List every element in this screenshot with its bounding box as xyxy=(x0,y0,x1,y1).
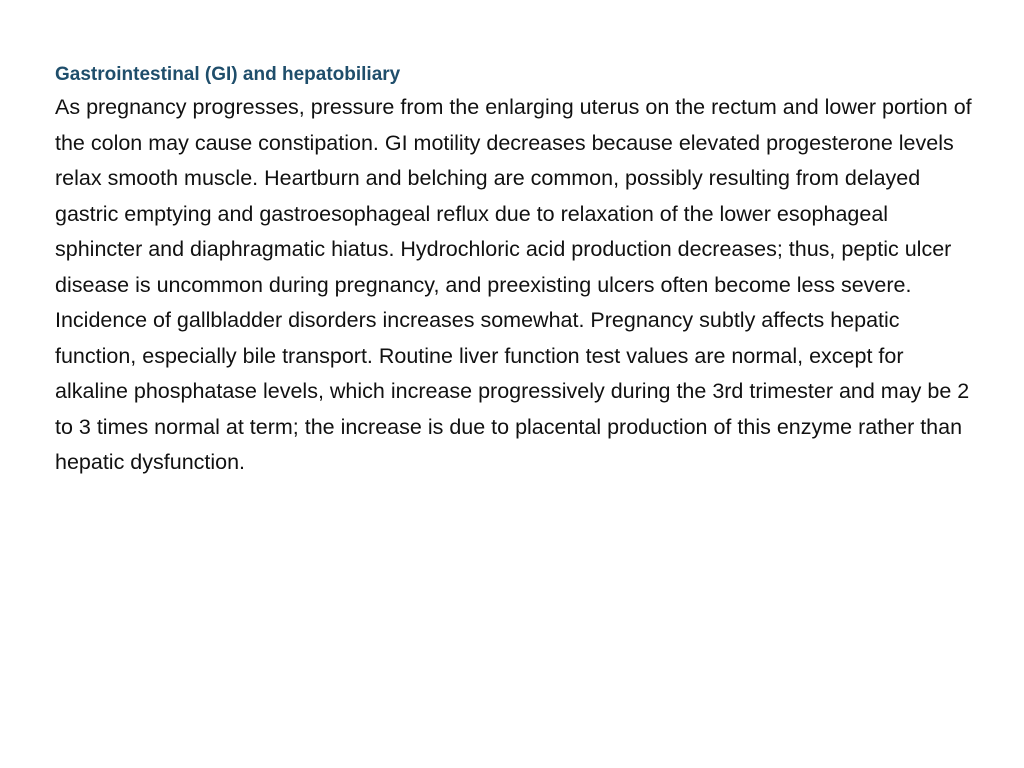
paragraph-gi-changes: As pregnancy progresses, pressure from the enlarging uterus on the rectum and lower portion of the colon may cause constipation. GI motility decreases because elevated progesterone levels relax smooth muscle. Heartburn and belching are common, possibly resulting from delayed gastric emptying and gastroesophageal reflux due to relaxation of the lower esophageal sphincter and diaphragmatic hiatus. Hydrochloric acid production decreases; thus, peptic ulcer disease is uncommon during pregnancy, and preexisting ulcers often become less severe. xyxy=(55,95,972,297)
paragraph-hepatobiliary-changes: Incidence of gallbladder disorders increases somewhat. Pregnancy subtly affects hepatic function, especially bile transport. Routine liver function test values are normal, except for alkaline phosphatase levels, which increase progressively during the 3rd trimester and may be 2 to 3 times normal at term; the increase is due to placental production of this enzyme rather than hepatic dysfunction. xyxy=(55,308,970,474)
section-heading: Gastrointestinal (GI) and hepatobiliary xyxy=(55,64,401,85)
